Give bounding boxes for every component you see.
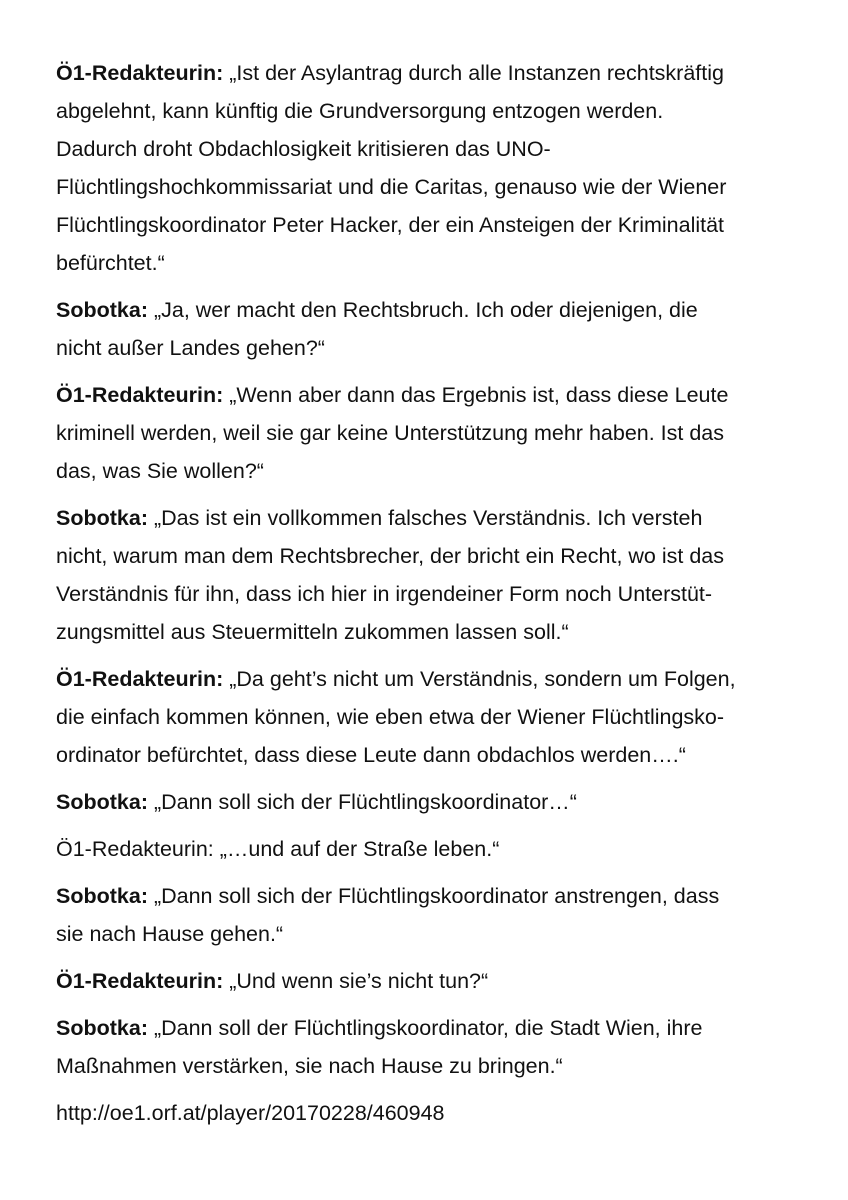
dialogue-paragraph	[56, 376, 796, 490]
quote-text: das, was Sie wollen?“	[56, 459, 264, 483]
quote-text: befürchtet.“	[56, 251, 165, 275]
speaker-name: Sobotka:	[56, 298, 148, 322]
quote-text: Dadurch droht Obdachlosigkeit kritisieren das UNO-	[56, 137, 551, 161]
speaker-name: Sobotka:	[56, 506, 148, 530]
dialogue-line	[56, 1009, 796, 1047]
quote-text: „…und auf der Straße leben.“	[213, 837, 500, 861]
transcript-body	[56, 54, 796, 1085]
dialogue-paragraph	[56, 962, 796, 1000]
dialogue-line	[56, 877, 796, 915]
transcript-page	[56, 54, 796, 1141]
dialogue-paragraph	[56, 877, 796, 953]
speaker-name: Sobotka:	[56, 1016, 148, 1040]
dialogue-paragraph	[56, 1009, 796, 1085]
quote-text: Verständnis für ihn, dass ich hier in irgendeiner Form noch Unterstüt-	[56, 582, 713, 606]
quote-text: sie nach Hause gehen.“	[56, 922, 284, 946]
dialogue-line	[56, 783, 796, 821]
quote-text: „Da geht’s nicht um Verständnis, sondern um Folgen,	[223, 667, 736, 691]
quote-text: abgelehnt, kann künftig die Grundversorgung entzogen werden.	[56, 99, 664, 123]
quote-text: „Ja, wer macht den Rechtsbruch. Ich oder diejenigen, die	[147, 298, 698, 322]
dialogue-line	[56, 414, 796, 452]
dialogue-line	[56, 244, 796, 282]
quote-text: die einfach kommen können, wie eben etwa der Wiener Flüchtlingsko-	[56, 705, 725, 729]
dialogue-line	[56, 962, 796, 1000]
dialogue-line	[56, 54, 796, 92]
dialogue-line	[56, 206, 796, 244]
dialogue-line	[56, 698, 796, 736]
dialogue-line	[56, 736, 796, 774]
dialogue-line	[56, 376, 796, 414]
quote-text: nicht außer Landes gehen?“	[56, 336, 325, 360]
dialogue-line	[56, 915, 796, 953]
quote-text: „Dann soll der Flüchtlingskoordinator, die Stadt Wien, ihre	[147, 1016, 703, 1040]
dialogue-line	[56, 168, 796, 206]
speaker-name: Ö1-Redakteurin:	[56, 667, 224, 691]
speaker-name: Ö1-Redakteurin:	[56, 61, 224, 85]
dialogue-paragraph	[56, 830, 796, 868]
quote-text: „Das ist ein vollkommen falsches Verständnis. Ich versteh	[147, 506, 703, 530]
quote-text: ordinator befürchtet, dass diese Leute dann obdachlos werden….“	[56, 743, 686, 767]
quote-text: „Dann soll sich der Flüchtlingskoordinator…“	[147, 790, 577, 814]
quote-text: „Und wenn sie’s nicht tun?“	[223, 969, 489, 993]
dialogue-paragraph	[56, 660, 796, 774]
dialogue-line	[56, 291, 796, 329]
dialogue-line	[56, 92, 796, 130]
source-url	[56, 1094, 796, 1132]
quote-text: nicht, warum man dem Rechtsbrecher, der bricht ein Recht, wo ist das	[56, 544, 724, 568]
dialogue-line	[56, 660, 796, 698]
speaker-name: Ö1-Redakteurin:	[56, 837, 214, 861]
dialogue-line	[56, 329, 796, 367]
dialogue-line	[56, 830, 796, 868]
quote-text: „Wenn aber dann das Ergebnis ist, dass diese Leute	[223, 383, 729, 407]
quote-text: Flüchtlingskoordinator Peter Hacker, der ein Ansteigen der Kriminalität	[56, 213, 725, 237]
dialogue-paragraph	[56, 499, 796, 651]
quote-text: Flüchtlingshochkommissariat und die Caritas, genauso wie der Wiener	[56, 175, 727, 199]
dialogue-line	[56, 499, 796, 537]
dialogue-paragraph	[56, 54, 796, 282]
speaker-name: Ö1-Redakteurin:	[56, 383, 224, 407]
dialogue-line	[56, 613, 796, 651]
quote-text: „Dann soll sich der Flüchtlingskoordinator anstrengen, dass	[147, 884, 720, 908]
dialogue-paragraph	[56, 783, 796, 821]
quote-text: zungsmittel aus Steuermitteln zukommen lassen soll.“	[56, 620, 569, 644]
quote-text: Maßnahmen verstärken, sie nach Hause zu bringen.“	[56, 1054, 563, 1078]
dialogue-line	[56, 1047, 796, 1085]
dialogue-line	[56, 130, 796, 168]
source-url-text: http://oe1.orf.at/player/20170228/460948	[56, 1101, 445, 1125]
quote-text: „Ist der Asylantrag durch alle Instanzen rechtskräftig	[223, 61, 724, 85]
speaker-name: Sobotka:	[56, 884, 148, 908]
dialogue-line	[56, 452, 796, 490]
speaker-name: Sobotka:	[56, 790, 148, 814]
quote-text: kriminell werden, weil sie gar keine Unterstützung mehr haben. Ist das	[56, 421, 725, 445]
dialogue-paragraph	[56, 291, 796, 367]
dialogue-line	[56, 575, 796, 613]
speaker-name: Ö1-Redakteurin:	[56, 969, 224, 993]
dialogue-line	[56, 537, 796, 575]
